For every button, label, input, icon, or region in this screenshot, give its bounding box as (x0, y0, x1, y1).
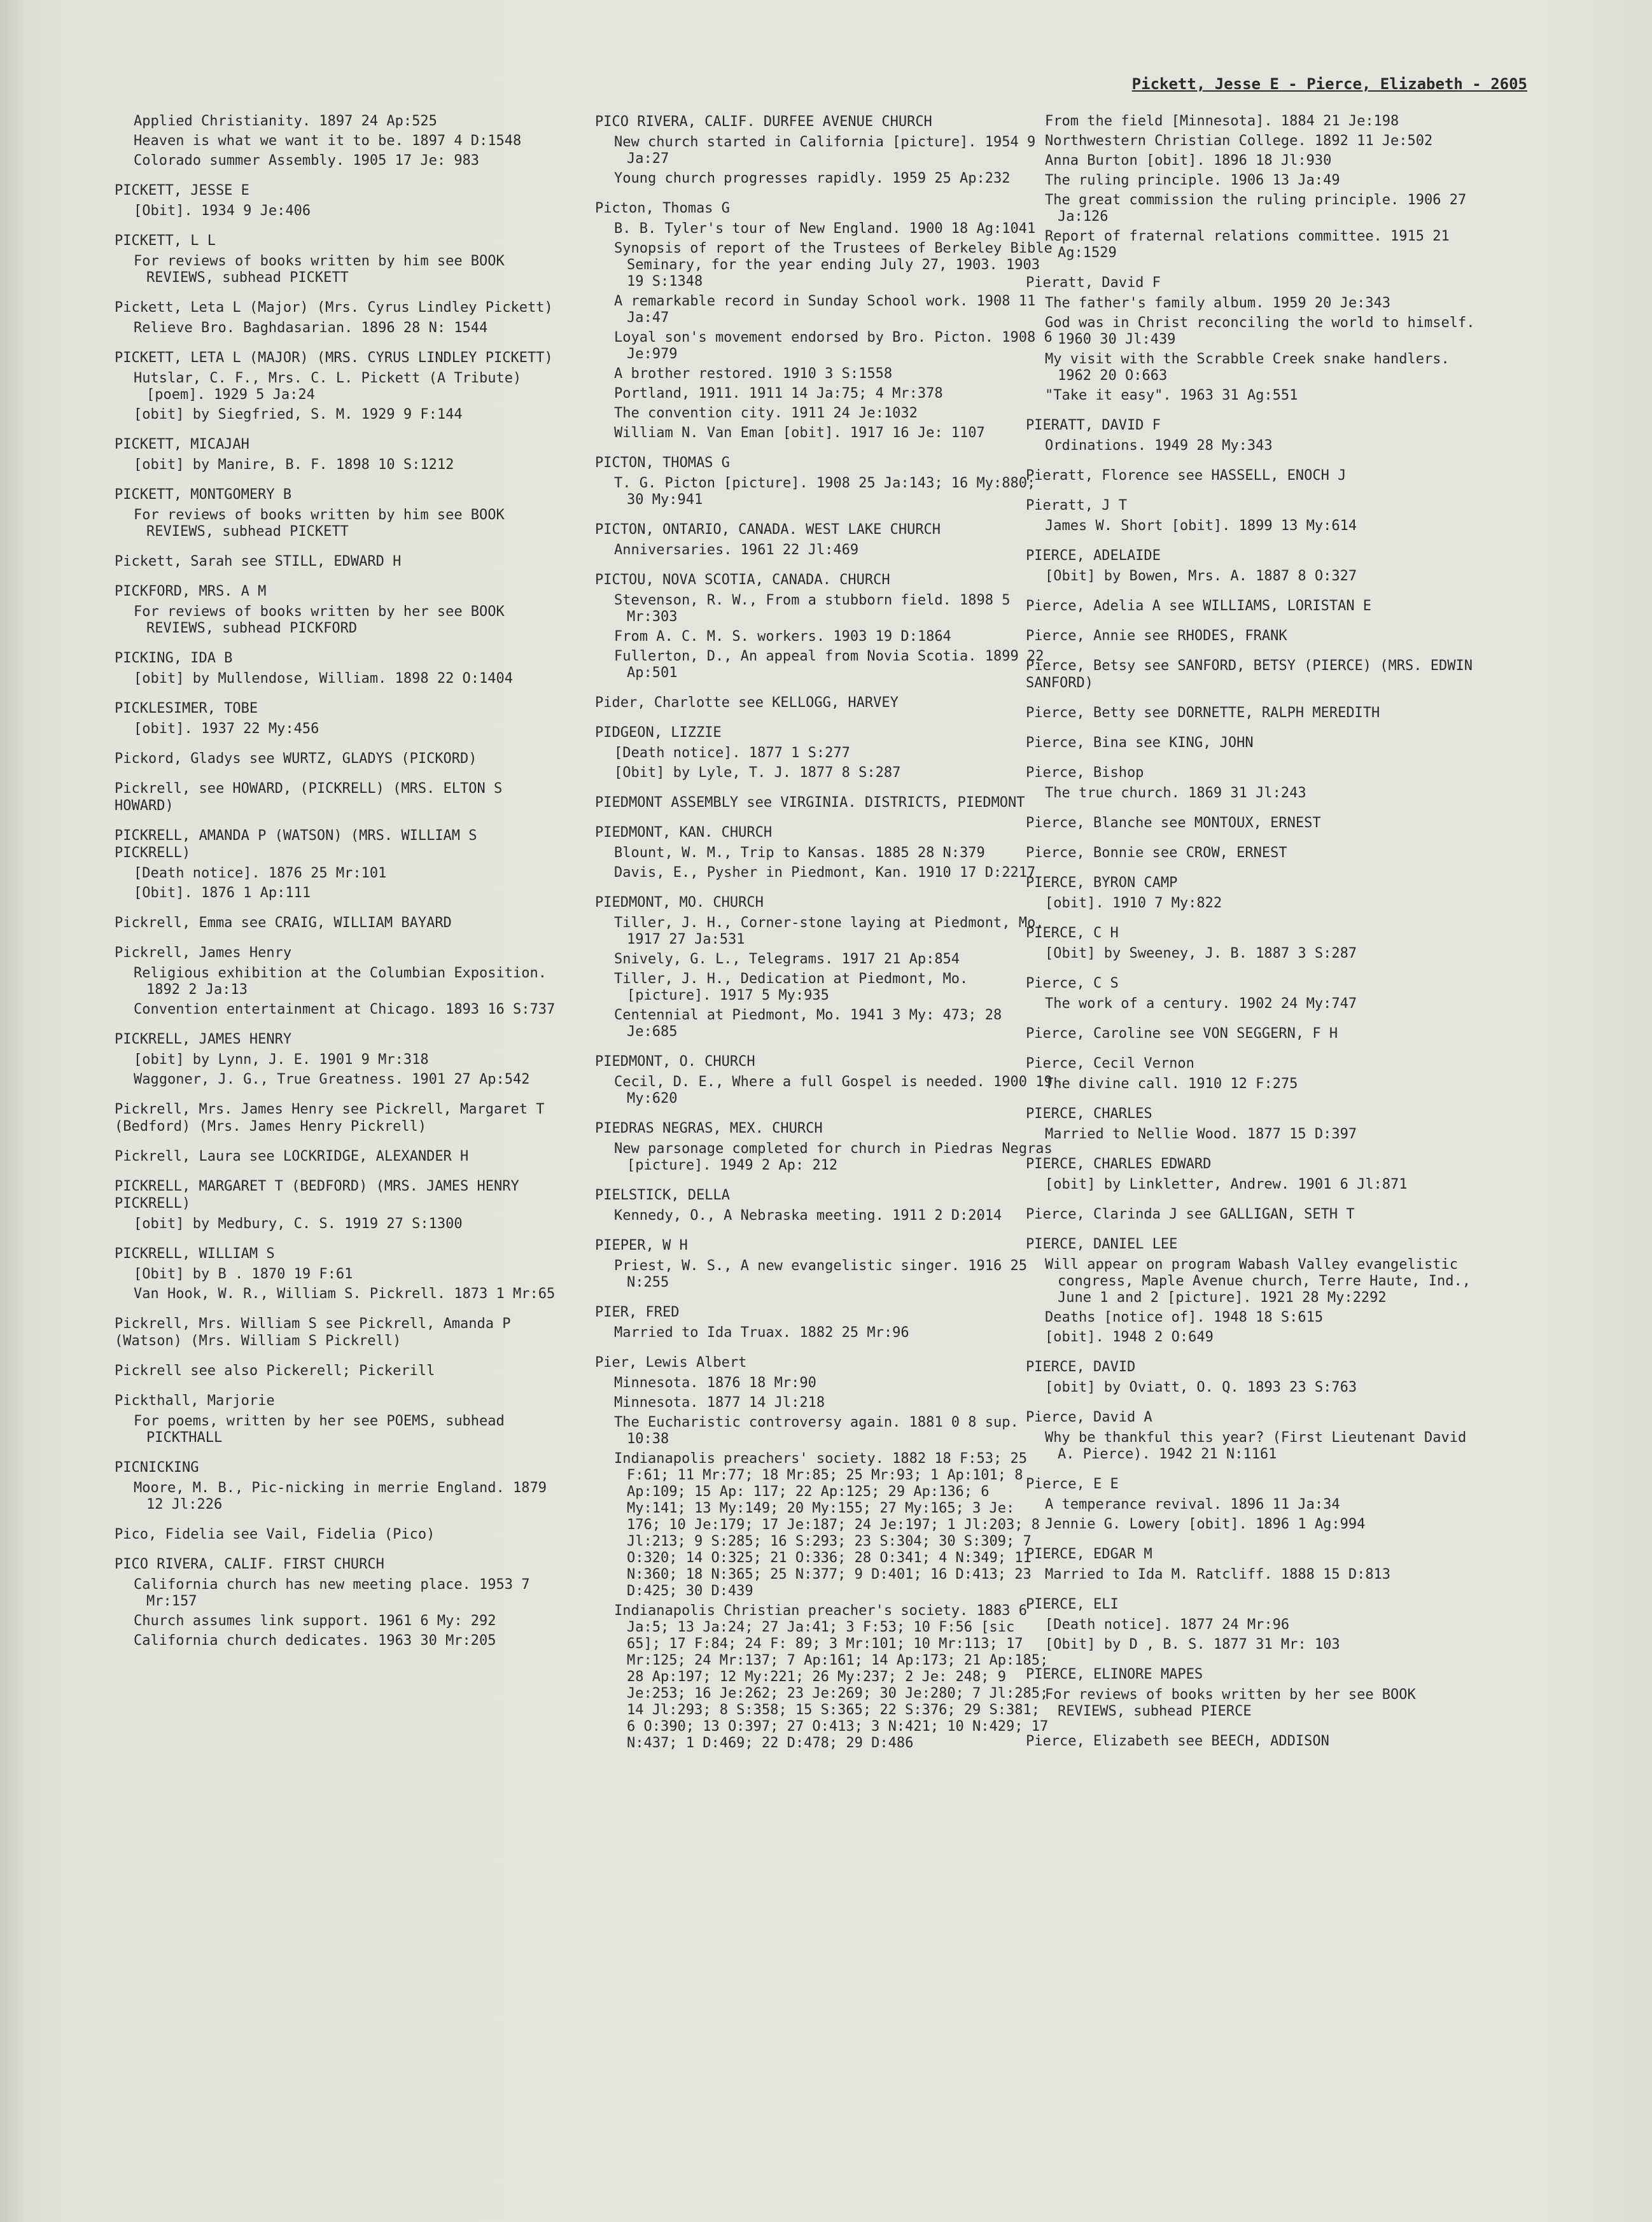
entry-citation: [obit]. 1937 22 My:456 (134, 721, 319, 737)
entry-heading: Pierce, Bishop (1026, 765, 1144, 781)
index-entry (595, 454, 1053, 508)
entry-heading: PICKLESIMER, TOBE (115, 701, 258, 716)
index-entry (115, 436, 560, 473)
entry-heading: PIER, FRED (595, 1304, 680, 1320)
entry-citation: [obit]. 1910 7 My:822 (1045, 895, 1222, 911)
entry-citation: Cecil, D. E., Where a full Gospel is needed. 1900 19 My:620 (614, 1074, 1053, 1107)
entry-heading: PICO RIVERA, CALIF. DURFEE AVENUE CHURCH (595, 114, 932, 130)
entry-heading: Pierce, Adelia A see WILLIAMS, LORISTAN E (1026, 598, 1372, 614)
index-entry (115, 1392, 560, 1446)
entry-heading: PIERCE, ELINORE MAPES (1026, 1666, 1203, 1682)
entry-citation: [Obit] by D , B. S. 1877 31 Mr: 103 (1045, 1637, 1340, 1653)
index-entry (1026, 547, 1490, 585)
entry-heading: Pickrell, Mrs. William S see Pickrell, Amanda P (Watson) (Mrs. William S Pickrell) (115, 1316, 511, 1349)
entry-heading: PICO RIVERA, CALIF. FIRST CHURCH (115, 1556, 384, 1572)
entry-heading: PIERCE, C H (1026, 925, 1119, 941)
index-entry (595, 1053, 1053, 1107)
entry-heading: PICTON, ONTARIO, CANADA. WEST LAKE CHURCH (595, 522, 941, 538)
entry-citation: Married to Ida Truax. 1882 25 Mr:96 (614, 1325, 909, 1341)
entry-heading: PICKRELL, MARGARET T (BEDFORD) (MRS. JAMES HENRY PICKRELL) (115, 1178, 519, 1212)
entry-citation: James W. Short [obit]. 1899 13 My:614 (1045, 518, 1357, 534)
entry-citation: For poems, written by her see POEMS, subhead PICKTHALL (134, 1413, 505, 1446)
entry-heading: PICNICKING (115, 1460, 199, 1476)
index-entry (595, 521, 1053, 559)
entry-heading: Pickett, Leta L (Major) (Mrs. Cyrus Lindley Pickett) (115, 300, 553, 316)
index-entry (115, 349, 560, 423)
entry-heading: Pickrell, James Henry (115, 945, 292, 961)
index-entry (1026, 1025, 1490, 1042)
index-entry (1026, 274, 1490, 404)
entry-heading: PIERCE, CHARLES (1026, 1106, 1152, 1122)
index-entry (1026, 975, 1490, 1012)
entry-heading: Pieratt, Florence see HASSELL, ENOCH J (1026, 468, 1347, 484)
index-entry (115, 1362, 560, 1380)
entry-citation: The convention city. 1911 24 Je:1032 (614, 405, 918, 421)
entry-citation: The true church. 1869 31 Jl:243 (1045, 785, 1306, 801)
index-entry (595, 824, 1053, 881)
index-entry (595, 794, 1053, 811)
entry-citation: Waggoner, J. G., True Greatness. 1901 27 Ap:542 (134, 1072, 530, 1087)
index-entry (595, 1237, 1053, 1291)
entry-citation: Kennedy, O., A Nebraska meeting. 1911 2 D:2014 (614, 1208, 1002, 1224)
index-entry (115, 182, 560, 220)
index-entry (115, 486, 560, 540)
entry-citation: California church has new meeting place. 1953 7 Mr:157 (134, 1577, 530, 1609)
entry-citation: William N. Van Eman [obit]. 1917 16 Je: 1107 (614, 425, 985, 441)
entry-heading: PICKRELL, WILLIAM S (115, 1246, 275, 1262)
entry-heading: Picton, Thomas G (595, 200, 730, 216)
entry-citation: [Obit]. 1934 9 Je:406 (134, 203, 311, 219)
entry-citation: Deaths [notice of]. 1948 18 S:615 (1045, 1310, 1324, 1325)
column-2 (595, 113, 1053, 1764)
entry-citation: Anna Burton [obit]. 1896 18 Jl:930 (1045, 153, 1332, 169)
entry-citation: The work of a century. 1902 24 My:747 (1045, 996, 1357, 1012)
index-entry (1026, 627, 1490, 645)
index-entry (595, 894, 1053, 1040)
index-entry (1026, 1476, 1490, 1533)
entry-heading: PIDGEON, LIZZIE (595, 725, 722, 741)
entry-citation: B. B. Tyler's tour of New England. 1900 18 Ag:1041 (614, 221, 1036, 237)
entry-heading: PIERCE, DAVID (1026, 1359, 1136, 1375)
entry-heading: PICKETT, LETA L (MAJOR) (MRS. CYRUS LINDLEY PICKETT) (115, 350, 553, 366)
index-entry (595, 571, 1053, 681)
entry-citation: California church dedicates. 1963 30 Mr:205 (134, 1633, 496, 1649)
entry-citation: My visit with the Scrabble Creek snake handlers. 1962 20 O:663 (1045, 351, 1450, 384)
entry-heading: Pickord, Gladys see WURTZ, GLADYS (PICKORD) (115, 751, 477, 767)
index-entry (115, 827, 560, 902)
entry-heading: Pickrell, see HOWARD, (PICKRELL) (MRS. ELTON S HOWARD) (115, 781, 503, 814)
index-entry (115, 1315, 560, 1350)
entry-citation: Stevenson, R. W., From a stubborn field. 1898 5 Mr:303 (614, 592, 1011, 625)
entry-citation: Will appear on program Wabash Valley evangelistic congress, Maple Avenue church, Terre Haute, Ind., June 1 and 2 [picture]. 1921 28 My:2292 (1045, 1257, 1471, 1306)
entry-heading: PIERCE, CHARLES EDWARD (1026, 1156, 1212, 1172)
entry-citation: Northwestern Christian College. 1892 11 Je:502 (1045, 133, 1433, 149)
entry-citation: Convention entertainment at Chicago. 1893 16 S:737 (134, 1002, 556, 1017)
entry-citation: Minnesota. 1877 14 Jl:218 (614, 1395, 825, 1411)
index-entry (595, 1304, 1053, 1341)
entry-citation: Priest, W. S., A new evangelistic singer. 1916 25 N:255 (614, 1258, 1028, 1290)
entry-heading: PICKRELL, JAMES HENRY (115, 1031, 292, 1047)
entry-citation: Young church progresses rapidly. 1959 25 Ap:232 (614, 171, 1011, 186)
entry-citation: Church assumes link support. 1961 6 My: 292 (134, 1613, 496, 1629)
entry-citation: Why be thankful this year? (First Lieutenant David A. Pierce). 1942 21 N:1161 (1045, 1430, 1467, 1462)
entry-heading: PIERCE, ADELAIDE (1026, 548, 1161, 564)
entry-heading: PIERCE, ELI (1026, 1597, 1119, 1612)
entry-heading: PIELSTICK, DELLA (595, 1187, 730, 1203)
entry-citation: The great commission the ruling principle. 1906 27 Ja:126 (1045, 192, 1467, 225)
index-entry (1026, 1596, 1490, 1653)
index-entry (115, 553, 560, 570)
entry-heading: PICTOU, NOVA SCOTIA, CANADA. CHURCH (595, 572, 890, 588)
index-entry (1026, 734, 1490, 751)
index-entry (115, 650, 560, 687)
entry-citation: Moore, M. B., Pic-nicking in merrie England. 1879 12 Jl:226 (134, 1480, 547, 1513)
entry-citation: Tiller, J. H., Dedication at Piedmont, Mo. [picture]. 1917 5 My:935 (614, 971, 969, 1003)
entry-citation: Indianapolis Christian preacher's society. 1883 6 Ja:5; 13 Ja:24; 27 Ja:41; 3 F:53; 10 F:56 [sic 65]; 17 F:84; 24 F: 89; 3 Mr:101; 10 Mr:113; 17 Mr:125; 24 Mr:137; 7 Ap:161; 14 Ap:173; 21 Ap:185; 28 Ap:197; 12 My:221; 26 My:237; 2 Je: 248; 9 Je:253; 16 Je:262; 23 Je:269; 30 Je:280; 7 Jl:285; 14 Jl:293; 8 S:358; 15 S:365; 22 S:376; 29 S:381; 6 O:390; 13 O:397; 27 O:413; 3 N:421; 10 N:429; 17 N:437; 1 D:469; 22 D:478; 29 D:486 (614, 1603, 1049, 1751)
entry-heading: Pierce, Caroline see VON SEGGERN, F H (1026, 1026, 1338, 1042)
index-entry (1026, 1236, 1490, 1346)
entry-citation: Anniversaries. 1961 22 Jl:469 (614, 542, 859, 558)
index-entry (1026, 1666, 1490, 1720)
entry-citation: New church started in California [picture]. 1954 9 Ja:27 (614, 134, 1036, 167)
index-entry (595, 200, 1053, 442)
index-entry (1026, 1055, 1490, 1093)
entry-heading: Pieratt, J T (1026, 498, 1127, 514)
index-entry (1026, 1206, 1490, 1223)
index-entry (115, 1556, 560, 1649)
entry-citation: Hutslar, C. F., Mrs. C. L. Pickett (A Tribute) [poem]. 1929 5 Ja:24 (134, 370, 522, 403)
index-entry (115, 700, 560, 737)
entry-heading: PICTON, THOMAS G (595, 455, 730, 471)
entry-heading: PIEDMONT, O. CHURCH (595, 1054, 755, 1070)
index-entry (1026, 925, 1490, 962)
entry-heading: PICKFORD, MRS. A M (115, 583, 267, 599)
index-entry (115, 113, 560, 169)
index-entry (595, 1120, 1053, 1174)
entry-citation: [Death notice]. 1876 25 Mr:101 (134, 865, 387, 881)
entry-citation: Jennie G. Lowery [obit]. 1896 1 Ag:994 (1045, 1516, 1366, 1532)
index-entry (115, 780, 560, 814)
entry-heading: PICKETT, L L (115, 233, 216, 249)
entry-citation: [Death notice]. 1877 24 Mr:96 (1045, 1617, 1290, 1633)
entry-citation: Colorado summer Assembly. 1905 17 Je: 983 (134, 153, 480, 169)
index-entry (1026, 844, 1490, 862)
entry-citation: For reviews of books written by him see BOOK REVIEWS, subhead PICKETT (134, 253, 505, 286)
entry-heading: Pierce, Bina see KING, JOHN (1026, 735, 1254, 751)
entry-heading: Pider, Charlotte see KELLOGG, HARVEY (595, 695, 899, 711)
entry-heading: Pickrell, Laura see LOCKRIDGE, ALEXANDER H (115, 1149, 469, 1164)
entry-citation: A remarkable record in Sunday School work. 1908 11 Ja:47 (614, 293, 1036, 326)
entry-citation: From the field [Minnesota]. 1884 21 Je:198 (1045, 113, 1399, 129)
index-entry (595, 694, 1053, 711)
index-entry (1026, 1409, 1490, 1463)
entry-citation: [Obit]. 1876 1 Ap:111 (134, 885, 311, 901)
entry-heading: Pickett, Sarah see STILL, EDWARD H (115, 554, 402, 569)
index-entry (595, 1354, 1053, 1752)
index-entry (1026, 113, 1490, 262)
entry-citation: Fullerton, D., An appeal from Novia Scotia. 1899 22 Ap:501 (614, 648, 1044, 681)
entry-heading: PIERCE, DANIEL LEE (1026, 1236, 1178, 1252)
entry-heading: Pickrell see also Pickerell; Pickerill (115, 1363, 435, 1379)
index-entry (1026, 657, 1490, 692)
index-entry (1026, 764, 1490, 802)
entry-heading: Pierce, Cecil Vernon (1026, 1056, 1194, 1072)
entry-citation: Portland, 1911. 1911 14 Ja:75; 4 Mr:378 (614, 386, 943, 402)
entry-heading: PIEPER, W H (595, 1238, 688, 1254)
entry-heading: PIERCE, BYRON CAMP (1026, 875, 1178, 891)
entry-heading: Pierce, David A (1026, 1409, 1152, 1425)
entry-citation: [obit] by Manire, B. F. 1898 10 S:1212 (134, 457, 454, 473)
entry-heading: PIEDMONT, MO. CHURCH (595, 895, 764, 911)
entry-citation: New parsonage completed for church in Piedras Negras [picture]. 1949 2 Ap: 212 (614, 1141, 1053, 1173)
entry-heading: Pickthall, Marjorie (115, 1393, 275, 1409)
entry-citation: [Obit] by Lyle, T. J. 1877 8 S:287 (614, 765, 901, 781)
entry-heading: PICKETT, MONTGOMERY B (115, 487, 292, 503)
entry-heading: Pico, Fidelia see Vail, Fidelia (Pico) (115, 1527, 435, 1542)
entry-citation: [obit] by Medbury, C. S. 1919 27 S:1300 (134, 1216, 463, 1232)
entry-citation: God was in Christ reconciling the world to himself. 1960 30 Jl:439 (1045, 315, 1475, 347)
index-entry (1026, 1733, 1490, 1750)
entry-heading: PIEDMONT ASSEMBLY see VIRGINIA. DISTRICTS, PIEDMONT (595, 795, 1025, 811)
index-entry (1026, 704, 1490, 722)
entry-heading: Pieratt, David F (1026, 275, 1161, 291)
entry-citation: A temperance revival. 1896 11 Ja:34 (1045, 1497, 1340, 1513)
entry-citation: Report of fraternal relations committee. 1915 21 Ag:1529 (1045, 228, 1450, 261)
index-entry (115, 583, 560, 637)
entry-heading: Pierce, Elizabeth see BEECH, ADDISON (1026, 1733, 1329, 1749)
index-entry (595, 724, 1053, 781)
index-entry (1026, 814, 1490, 832)
index-entry (115, 232, 560, 286)
index-entry (1026, 874, 1490, 912)
entry-citation: Minnesota. 1876 18 Mr:90 (614, 1375, 816, 1391)
entry-citation: Van Hook, W. R., William S. Pickrell. 1873 1 Mr:65 (134, 1286, 556, 1302)
entry-citation: The ruling principle. 1906 13 Ja:49 (1045, 172, 1340, 188)
entry-citation: [Obit] by Sweeney, J. B. 1887 3 S:287 (1045, 946, 1357, 961)
entry-heading: Pierce, C S (1026, 975, 1119, 991)
entry-heading: Pierce, Betty see DORNETTE, RALPH MEREDITH (1026, 705, 1380, 721)
entry-citation: Married to Ida M. Ratcliff. 1888 15 D:813 (1045, 1567, 1391, 1583)
entry-heading: PIEDRAS NEGRAS, MEX. CHURCH (595, 1121, 823, 1136)
index-entry (115, 914, 560, 932)
running-head: Pickett, Jesse E - Pierce, Elizabeth - 2605 (1131, 75, 1527, 93)
entry-citation: For reviews of books written by her see BOOK REVIEWS, subhead PICKFORD (134, 604, 505, 636)
entry-citation: T. G. Picton [picture]. 1908 25 Ja:143; 16 My:880; 30 My:941 (614, 475, 1036, 508)
entry-heading: Pierce, E E (1026, 1476, 1119, 1492)
entry-heading: Pierce, Bonnie see CROW, ERNEST (1026, 845, 1287, 861)
entry-citation: For reviews of books written by her see BOOK REVIEWS, subhead PIERCE (1045, 1687, 1416, 1719)
entry-citation: The father's family album. 1959 20 Je:343 (1045, 295, 1391, 311)
entry-heading: PICKRELL, AMANDA P (WATSON) (MRS. WILLIAM S PICKRELL) (115, 828, 477, 861)
entry-citation: [Death notice]. 1877 1 S:277 (614, 745, 850, 761)
entry-citation: Heaven is what we want it to be. 1897 4 D:1548 (134, 133, 522, 149)
index-entry (595, 1187, 1053, 1224)
index-entry (1026, 467, 1490, 484)
index-entry (115, 1459, 560, 1513)
entry-citation: [obit] by Linkletter, Andrew. 1901 6 Jl:871 (1045, 1177, 1408, 1192)
entry-citation: A brother restored. 1910 3 S:1558 (614, 366, 893, 382)
entry-citation: Indianapolis preachers' society. 1882 18 F:53; 25 F:61; 11 Mr:77; 18 Mr:85; 25 Mr:93; 1 Ap:101; 8 Ap:109; 15 Ap: 117; 22 Ap:125; 29 Ap:136; 6 My:141; 13 My:149; 20 My:155; 27 My:165; 3 Je: 176; 10 Je:179; 17 Je:187; 24 Je:197; 1 Jl:203; 8 Jl:213; 9 S:285; 16 S:293; 23 S:304; 30 S:309; 7 O:320; 14 O:325; 21 O:336; 28 O:341; 4 N:349; 11 N:360; 18 N:365; 25 N:377; 9 D:401; 16 D:413; 23 D:425; 30 D:439 (614, 1451, 1040, 1599)
index-entry (115, 1178, 560, 1233)
index-entry (1026, 597, 1490, 615)
entry-citation: Loyal son's movement endorsed by Bro. Picton. 1908 6 Je:979 (614, 330, 1053, 362)
column-3 (1026, 113, 1490, 1763)
entry-heading: Pierce, Betsy see SANFORD, BETSY (PIERCE) (MRS. EDWIN SANFORD) (1026, 658, 1473, 691)
index-entry (115, 944, 560, 1018)
entry-heading: Pierce, Clarinda J see GALLIGAN, SETH T (1026, 1206, 1355, 1222)
entry-citation: Married to Nellie Wood. 1877 15 D:397 (1045, 1126, 1357, 1142)
entry-citation: Snively, G. L., Telegrams. 1917 21 Ap:854 (614, 951, 960, 967)
entry-citation: [Obit] by Bowen, Mrs. A. 1887 8 O:327 (1045, 568, 1357, 584)
index-entry (595, 113, 1053, 187)
entry-citation: From A. C. M. S. workers. 1903 19 D:1864 (614, 629, 951, 645)
entry-heading: PICKING, IDA B (115, 650, 233, 666)
entry-citation: Centennial at Piedmont, Mo. 1941 3 My: 473; 28 Je:685 (614, 1007, 1002, 1040)
entry-citation: For reviews of books written by him see BOOK REVIEWS, subhead PICKETT (134, 507, 505, 540)
index-entry (115, 1101, 560, 1135)
entry-citation: [obit] by Lynn, J. E. 1901 9 Mr:318 (134, 1052, 429, 1068)
entry-heading: Pierce, Annie see RHODES, FRANK (1026, 628, 1287, 644)
entry-citation: [obit] by Mullendose, William. 1898 22 O:1404 (134, 671, 514, 687)
index-entry (1026, 1359, 1490, 1396)
column-1 (115, 113, 560, 1662)
entry-heading: PICKETT, MICAJAH (115, 437, 249, 452)
entry-heading: Pickrell, Mrs. James Henry see Pickrell, Margaret T (Bedford) (Mrs. James Henry Pickrell) (115, 1101, 545, 1135)
entry-citation: Blount, W. M., Trip to Kansas. 1885 28 N:379 (614, 845, 985, 861)
index-entry (1026, 1156, 1490, 1193)
entry-citation: "Take it easy". 1963 31 Ag:551 (1045, 388, 1298, 403)
index-entry (115, 1148, 560, 1165)
entry-citation: The divine call. 1910 12 F:275 (1045, 1076, 1298, 1092)
index-entry (1026, 417, 1490, 454)
entry-heading: PIERATT, DAVID F (1026, 417, 1161, 433)
entry-citation: [obit] by Oviatt, O. Q. 1893 23 S:763 (1045, 1380, 1357, 1395)
index-entry (115, 1245, 560, 1303)
index-entry (1026, 1105, 1490, 1143)
index-entry (1026, 1546, 1490, 1583)
entry-heading: Pierce, Blanche see MONTOUX, ERNEST (1026, 815, 1321, 831)
entry-citation: Ordinations. 1949 28 My:343 (1045, 438, 1273, 454)
entry-citation: Relieve Bro. Baghdasarian. 1896 28 N: 1544 (134, 320, 488, 336)
entry-citation: Davis, E., Pysher in Piedmont, Kan. 1910 17 D:2217 (614, 865, 1036, 881)
index-entry (1026, 497, 1490, 535)
index-entry (115, 1526, 560, 1543)
entry-citation: [obit]. 1948 2 O:649 (1045, 1329, 1214, 1345)
entry-heading: PIEDMONT, KAN. CHURCH (595, 825, 773, 841)
entry-citation: [obit] by Siegfried, S. M. 1929 9 F:144 (134, 407, 463, 423)
entry-citation: Synopsis of report of the Trustees of Berkeley Bible Seminary, for the year ending July 27, 1903. 1903 19 S:1348 (614, 241, 1053, 290)
index-entry (115, 1031, 560, 1088)
entry-citation: Applied Christianity. 1897 24 Ap:525 (134, 113, 437, 129)
index-entry (115, 750, 560, 767)
entry-citation: Tiller, J. H., Corner-stone laying at Piedmont, Mo. 1917 27 Ja:531 (614, 915, 1044, 947)
index-entry (115, 299, 560, 337)
entry-citation: Religious exhibition at the Columbian Exposition. 1892 2 Ja:13 (134, 965, 547, 998)
entry-citation: The Eucharistic controversy again. 1881 0 8 sup. 10:38 (614, 1415, 1019, 1447)
entry-heading: PICKETT, JESSE E (115, 183, 249, 199)
entry-heading: Pickrell, Emma see CRAIG, WILLIAM BAYARD (115, 915, 452, 931)
entry-heading: PIERCE, EDGAR M (1026, 1546, 1152, 1562)
entry-citation: [Obit] by B . 1870 19 F:61 (134, 1266, 353, 1282)
entry-heading: Pier, Lewis Albert (595, 1355, 747, 1371)
